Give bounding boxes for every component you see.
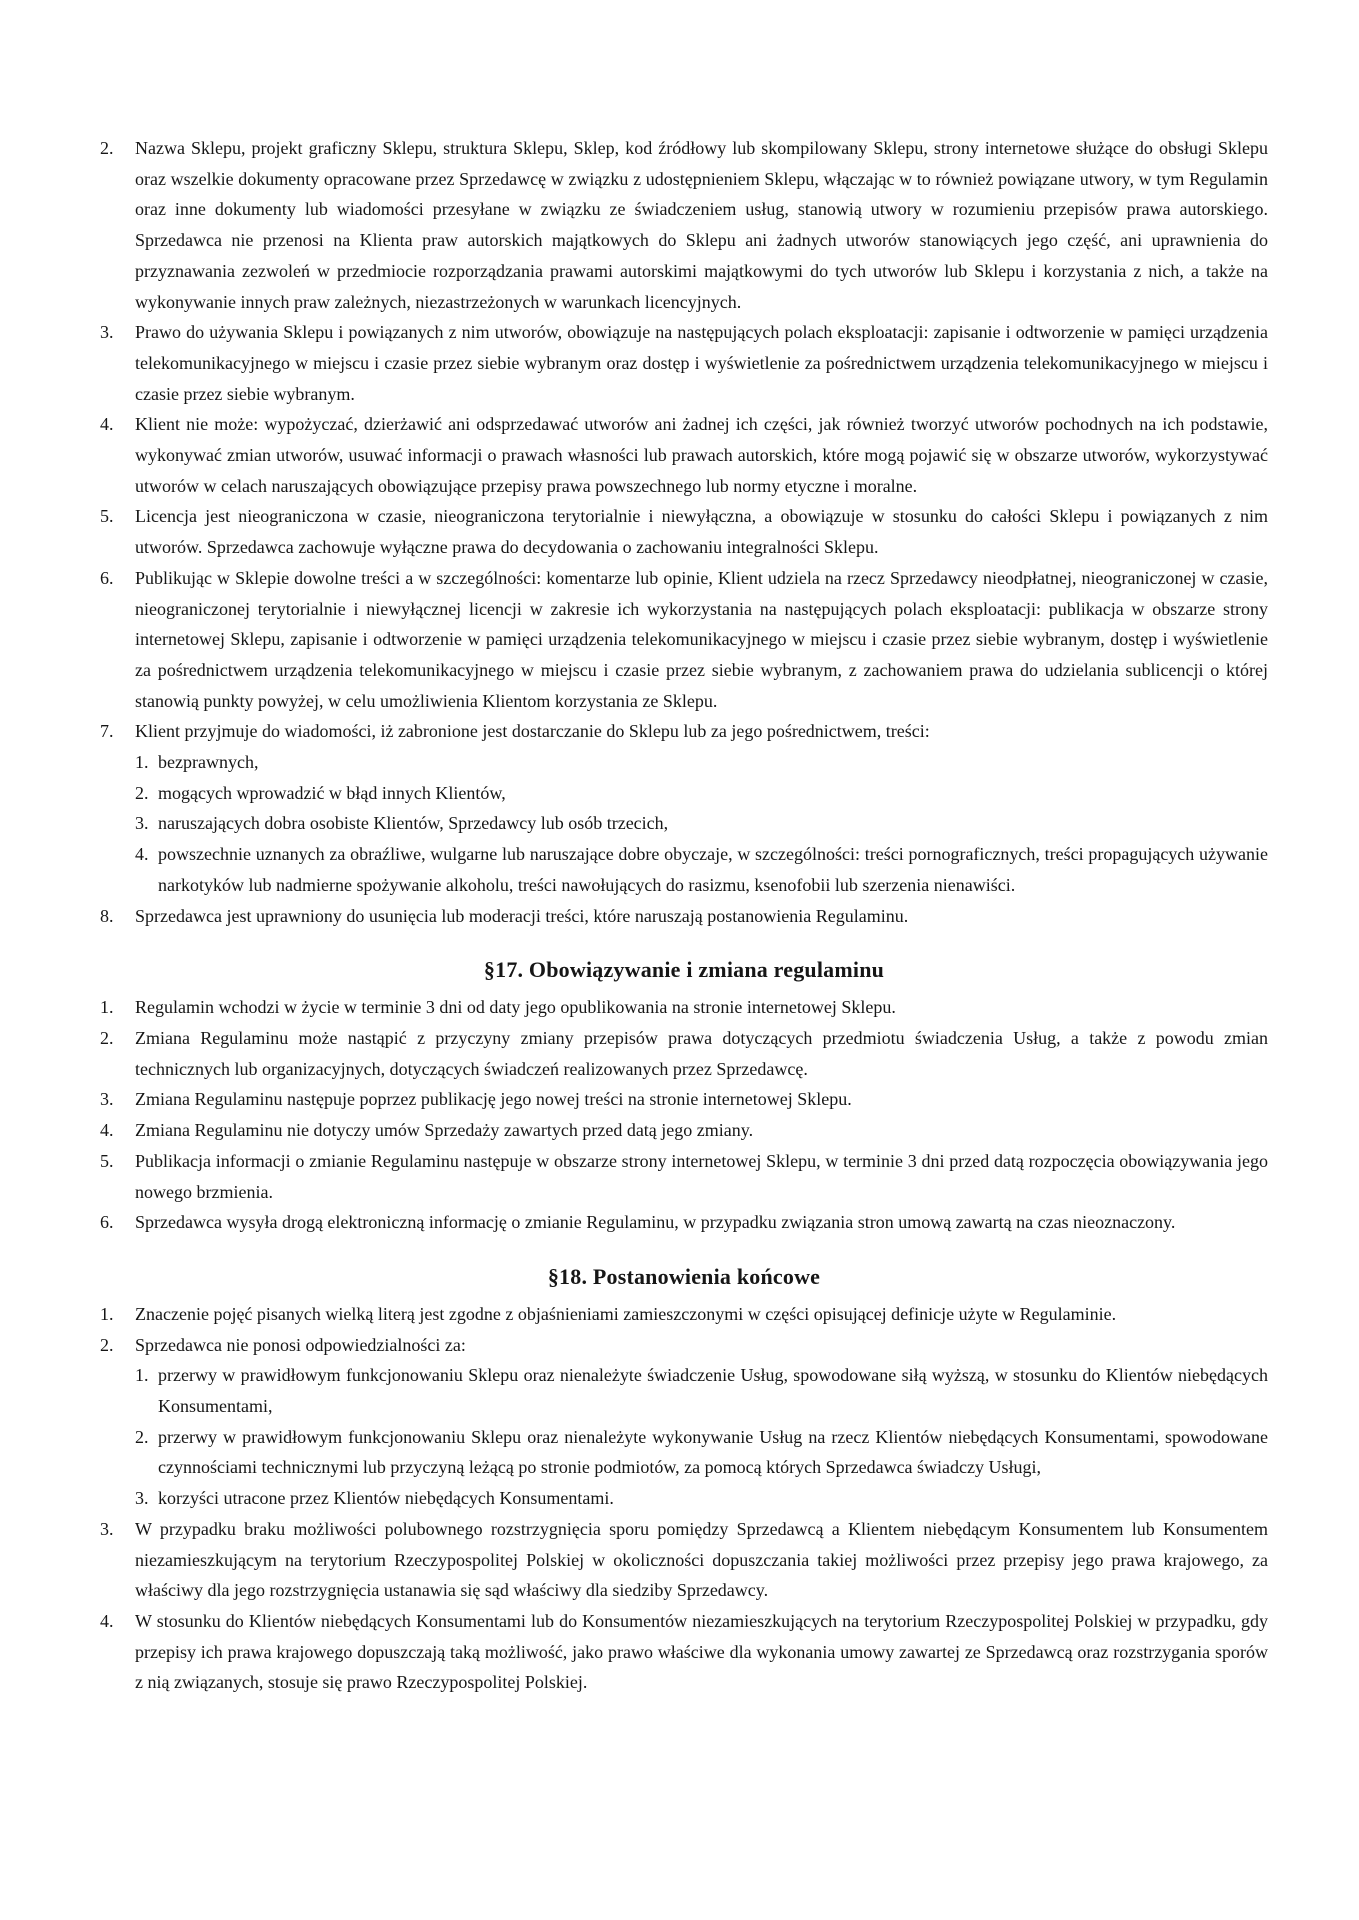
list-item (100, 501, 1268, 562)
list-item (100, 1023, 1268, 1084)
list-item (100, 1606, 1268, 1698)
item-text: Regulamin wchodzi w życie w terminie 3 dni od daty jego opublikowania na stronie internetowej Sklepu. (135, 997, 896, 1018)
list-item (135, 747, 1268, 778)
item-text: Sprzedawca jest uprawniony do usunięcia lub moderacji treści, które naruszają postanowienia Regulaminu. (135, 905, 909, 926)
item-number: 3. (100, 1518, 114, 1539)
list-item (135, 839, 1268, 900)
list-item (100, 1207, 1268, 1238)
item-number: 2. (100, 138, 114, 158)
item-text: Licencja jest nieograniczona w czasie, nieograniczona terytorialnie i niewyłączna, a obowiązuje w stosunku do całości Sklepu i powiązanych z nim utworów. Sprzedawca zachowuje wyłączne prawa do decydowania o zachowaniu integralności Sklepu. (135, 506, 1268, 558)
item-text: Znaczenie pojęć pisanych wielką literą jest zgodne z objaśnieniami zamieszczonymi w części opisującej definicje użyte w Regulaminie. (135, 1303, 1117, 1324)
section-17-list (100, 992, 1268, 1238)
list-item (135, 808, 1268, 839)
item-text: Nazwa Sklepu, projekt graficzny Sklepu, struktura Sklepu, Sklep, kod źródłowy lub skompilowany Sklepu, strony internetowe służące do obsługi Sklepu oraz wszelkie dokumenty opracowane przez Sprzedawcę w związku z udostępnieniem Sklepu, włączając w to również powiązane utwory, w tym Regulamin oraz inne dokumenty lub wiadomości przesyłane w związku ze świadczeniem usług, stanowią utwory w rozumieniu przepisów prawa autorskiego. Sprzedawca nie przenosi na Klienta praw autorskich majątkowych do Sklepu ani żadnych utworów stanowiących jego część, ani uprawnienia do przyznawania zezwoleń w przedmiocie rozporządzania prawami autorskimi majątkowymi do tych utworów lub Sklepu i korzystania z nich, a także na wykonywanie innych praw zależnych, niezastrzeżonych w warunkach licencyjnych. (135, 138, 1268, 312)
list-item (100, 563, 1268, 717)
item-text: Sprzedawca nie ponosi odpowiedzialności za: (135, 1334, 466, 1355)
item-text: Sprzedawca wysyła drogą elektroniczną informację o zmianie Regulaminu, w przypadku związania stron umową zawartą na czas nieoznaczony. (135, 1212, 1176, 1233)
item-text: Prawo do używania Sklepu i powiązanych z nim utworów, obowiązuje na następujących polach eksploatacji: zapisanie i odtworzenie w pamięci urządzenia telekomunikacyjnego w miejscu i czasie przez siebie wybranym oraz dostęp i wyświetlenie za pośrednictwem urządzenia telekomunikacyjnego w miejscu i czasie przez siebie wybranym. (135, 322, 1268, 404)
item-number: 3. (135, 813, 149, 834)
item-text: Zmiana Regulaminu następuje poprzez publikację jego nowej treści na stronie internetowej Sklepu. (135, 1089, 852, 1110)
item-number: 3. (100, 1089, 114, 1110)
list-item (135, 1422, 1268, 1483)
item-text: W przypadku braku możliwości polubownego rozstrzygnięcia sporu pomiędzy Sprzedawcą a Klientem niebędącym Konsumentem lub Konsumentem niezamieszkującym na terytorium Rzeczypospolitej Polskiej w okoliczności dopuszczania takiej możliwości przez przepisy jego prawa krajowego, za właściwy dla jego rozstrzygnięcia ustanawia się sąd właściwy dla siedziby Sprzedawcy. (135, 1518, 1268, 1601)
item-text: Klient przyjmuje do wiadomości, iż zabronione jest dostarczanie do Sklepu lub za jego pośrednictwem, treści: (135, 721, 930, 742)
section-17-heading: §17. Obowiązywanie i zmiana regulaminu (483, 957, 885, 983)
list-item (135, 778, 1268, 809)
list-item (100, 1330, 1268, 1514)
item-number: 3. (135, 1488, 149, 1509)
list-item (100, 133, 1268, 317)
list-item (100, 1084, 1268, 1115)
item-number: 1. (100, 1303, 114, 1324)
item-number: 4. (135, 844, 149, 865)
item-number: 8. (100, 905, 114, 926)
liability-exclusions-list (135, 1360, 1268, 1514)
list-item (100, 409, 1268, 501)
item-number: 4. (100, 1120, 114, 1141)
item-number: 1. (100, 997, 114, 1018)
section-18-heading: §18. Postanowienia końcowe (547, 1263, 821, 1289)
item-number: 4. (100, 1610, 114, 1631)
item-number: 6. (100, 1212, 114, 1233)
document-page (100, 133, 1268, 1698)
item-text: W stosunku do Klientów niebędących Konsumentami lub do Konsumentów niezamieszkujących na terytorium Rzeczypospolitej Polskiej w przypadku, gdy przepisy ich prawa krajowego dopuszczają taką możliwość, jako prawo właściwe dla wykonania umowy zawartej ze Sprzedawcą oraz rozstrzygania sporów z nią związanych, stosuje się prawo Rzeczypospolitej Polskiej. (135, 1610, 1268, 1693)
item-text: powszechnie uznanych za obraźliwe, wulgarne lub naruszające dobre obyczaje, w szczególności: treści pornograficznych, treści propagujących używanie narkotyków lub nadmierne spożywanie alkoholu, treści nawołujących do rasizmu, ksenofobii lub szerzenia nienawiści. (158, 844, 1268, 895)
list-item (135, 1360, 1268, 1421)
item-number: 7. (100, 721, 114, 742)
item-text: mogących wprowadzić w błąd innych Klientów, (158, 782, 506, 803)
item-text: Zmiana Regulaminu nie dotyczy umów Sprzedaży zawartych przed datą jego zmiany. (135, 1120, 754, 1141)
item-text: naruszających dobra osobiste Klientów, Sprzedawcy lub osób trzecich, (158, 813, 669, 834)
list-item (100, 1115, 1268, 1146)
item-number: 2. (135, 782, 149, 803)
list-item (100, 1299, 1268, 1330)
item-number: 1. (135, 752, 149, 773)
list-item (100, 1514, 1268, 1606)
list-item (100, 1146, 1268, 1207)
item-number: 3. (100, 322, 114, 343)
item-number: 5. (100, 506, 114, 527)
item-text: korzyści utracone przez Klientów niebędących Konsumentami. (158, 1488, 614, 1509)
item-number: 6. (100, 567, 114, 588)
item-number: 1. (135, 1365, 149, 1386)
item-number: 2. (100, 1027, 114, 1048)
list-item (135, 1483, 1268, 1514)
item-number: 2. (135, 1426, 149, 1447)
item-number: 2. (100, 1334, 114, 1355)
item-text: bezprawnych, (158, 752, 259, 773)
list-item (100, 317, 1268, 409)
list-item (100, 992, 1268, 1023)
item-text: Klient nie może: wypożyczać, dzierżawić ani odsprzedawać utworów ani żadnej ich części, jak również tworzyć utworów pochodnych na ich podstawie, wykonywać zmian utworów, usuwać informacji o prawach własności lub prawach autorskich, które mogą pojawić się w obszarze utworów, wykorzystywać utworów w celach naruszających obowiązujące przepisy prawa powszechnego lub normy etyczne i moralne. (135, 414, 1268, 496)
item-text: przerwy w prawidłowym funkcjonowaniu Sklepu oraz nienależyte wykonywanie Usług na rzecz Klientów niebędących Konsumentami, spowodowane czynnościami technicznymi lub przyczyną leżącą po stronie podmiotów, za pomocą których Sprzedawca świadczy Usługi, (158, 1426, 1268, 1478)
list-item (100, 716, 1268, 900)
item-text: Zmiana Regulaminu może nastąpić z przyczyny zmiany przepisów prawa dotyczących przedmiotu świadczenia Usług, a także z powodu zmian technicznych lub organizacyjnych, dotyczących świadczeń realizowanych przez Sprzedawcę. (135, 1027, 1268, 1079)
list-item (100, 901, 1268, 932)
item-number: 4. (100, 414, 114, 435)
item-number: 5. (100, 1150, 114, 1171)
item-text: Publikacja informacji o zmianie Regulaminu następuje w obszarze strony internetowej Sklepu, w terminie 3 dni przed datą rozpoczęcia obowiązywania jego nowego brzmienia. (135, 1150, 1268, 1202)
prohibited-content-list (135, 747, 1268, 901)
license-terms-list (100, 133, 1268, 931)
section-18-list (100, 1299, 1268, 1698)
item-text: przerwy w prawidłowym funkcjonowaniu Sklepu oraz nienależyte świadczenie Usług, spowodowane siłą wyższą, w stosunku do Klientów niebędących Konsumentami, (158, 1365, 1268, 1417)
item-text: Publikując w Sklepie dowolne treści a w szczególności: komentarze lub opinie, Klient udziela na rzecz Sprzedawcy nieodpłatnej, nieograniczonej w czasie, nieograniczonej terytorialnie i niewyłącznej licencji w zakresie ich wykorzystania na następujących polach eksploatacji: publikacja w obszarze strony internetowej Sklepu, zapisanie i odtworzenie w pamięci urządzenia telekomunikacyjnego w miejscu i czasie przez siebie wybranym, dostęp i wyświetlenie za pośrednictwem urządzenia telekomunikacyjnego w miejscu i czasie przez siebie wybranym, z zachowaniem prawa do udzielania sublicencji o której stanowią punkty powyżej, w celu umożliwienia Klientom korzystania ze Sklepu. (135, 567, 1268, 711)
